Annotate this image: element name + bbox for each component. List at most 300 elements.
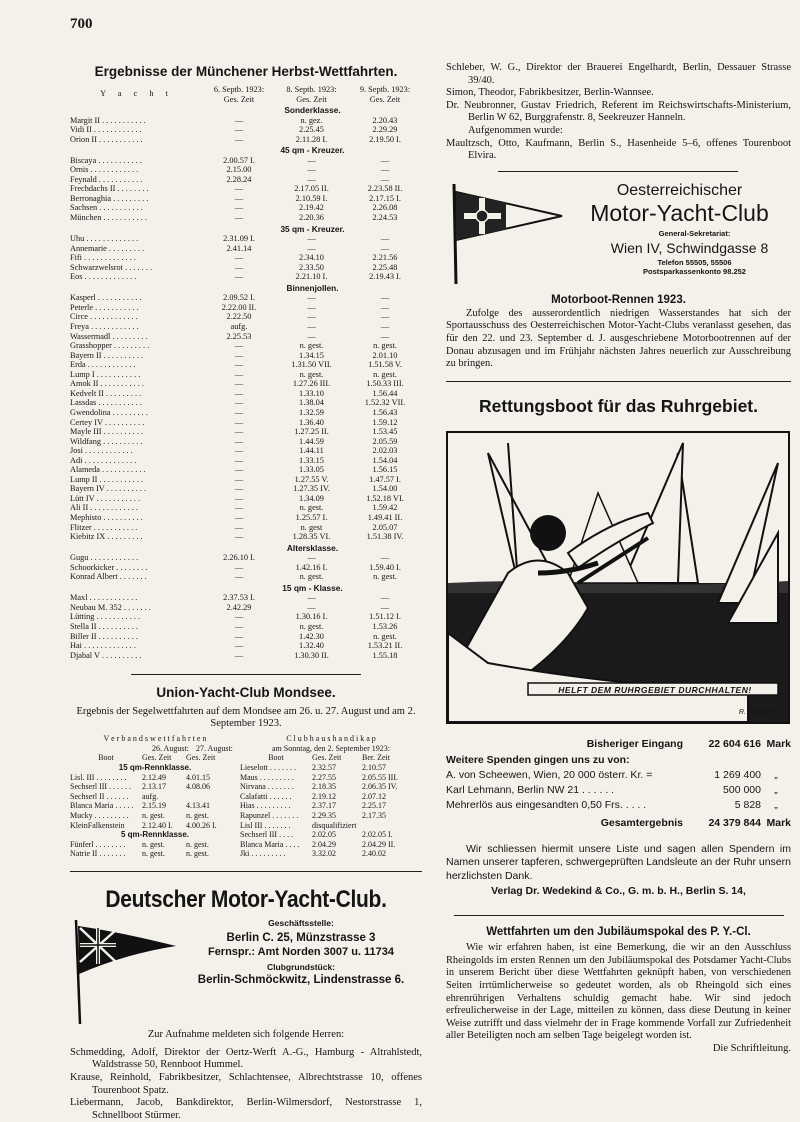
time-cell: 1.44.59 bbox=[299, 436, 324, 446]
muenchen-title: Ergebnisse der Münchener Herbst-Wettfahrten. bbox=[94, 64, 398, 79]
result-row bbox=[70, 651, 422, 661]
uyc-row bbox=[70, 763, 422, 773]
time-cell: — bbox=[307, 243, 316, 253]
yacht-name: Feynald . . . . . . . . . . . bbox=[70, 174, 143, 184]
member-entry: Krause, Reinhold, Fabrikbesitzer, Schlachtensee, Albrechtstrasse 10, offenes Tourenboot Spatz. bbox=[70, 1072, 422, 1096]
result-row bbox=[70, 437, 422, 447]
date-2: 8. Septb. 1923: bbox=[286, 85, 337, 94]
donation-list bbox=[446, 768, 791, 813]
omyc-race-title: Motorboot-Rennen 1923. bbox=[551, 293, 686, 306]
dmyc-intro: Zur Aufnahme meldeten sich folgende Herren: bbox=[147, 1028, 345, 1040]
uyc-row bbox=[70, 849, 422, 859]
uyc-right-date: am Sonntag, den 2. September 1923: bbox=[272, 743, 390, 753]
result-row bbox=[70, 484, 422, 494]
dmyc-club-address: Berlin-Schmöckwitz, Lindenstrasse 6. bbox=[197, 973, 405, 986]
uyc-time: 2.10.57 bbox=[362, 762, 386, 772]
rettung-title: Rettungsboot für das Ruhrgebiet. bbox=[478, 395, 759, 416]
time-cell: 1.49.41 II. bbox=[367, 512, 403, 522]
dmyc-block bbox=[70, 918, 422, 1026]
time-cell: 1.42.30 bbox=[299, 631, 324, 641]
uyc-boat: Hias . . . . . . . . . bbox=[240, 801, 291, 811]
omyc-title-big: Motor-Yacht-Club bbox=[590, 199, 769, 226]
result-row bbox=[70, 156, 422, 166]
result-row bbox=[70, 203, 422, 213]
weitere-label: Weitere Spenden gingen uns zu von: bbox=[446, 753, 630, 766]
time-cell: 1.56.15 bbox=[372, 465, 398, 475]
result-row bbox=[70, 532, 422, 542]
time-cell: 2.33.50 bbox=[299, 262, 324, 272]
time-cell: 2.19.42 bbox=[299, 203, 324, 213]
yacht-name: Kasperl . . . . . . . . . . . bbox=[70, 293, 142, 303]
time-cell: — bbox=[234, 184, 244, 194]
time-cell: — bbox=[380, 155, 390, 165]
yacht-name: Alameda . . . . . . . . . . . bbox=[70, 465, 146, 475]
result-row bbox=[70, 446, 422, 456]
time-cell: 2.09.52 I. bbox=[223, 293, 255, 303]
result-row bbox=[70, 418, 422, 428]
result-row bbox=[70, 593, 422, 603]
uyc-title: Union-Yacht-Club Mondsee. bbox=[156, 685, 336, 701]
yacht-name: Eos . . . . . . . . . . . . . bbox=[70, 272, 137, 282]
yacht-name: München . . . . . . . . . . . bbox=[70, 213, 147, 223]
time-cell: — bbox=[307, 174, 316, 184]
yacht-name: Certey IV . . . . . . . . . . bbox=[70, 417, 145, 427]
time-cell: 1.44.11 bbox=[299, 446, 324, 456]
time-cell: — bbox=[234, 407, 244, 417]
klasse-title: Sonderklasse. bbox=[284, 105, 341, 115]
uyc-col-ber: Ber. Zeit bbox=[362, 753, 390, 763]
time-cell: 2.20.36 bbox=[299, 213, 324, 223]
time-cell: — bbox=[234, 388, 244, 398]
member-entry: Schmedding, Adolf, Direktor der Oertz-Werft A.-G., Hamburg - Altrahlstedt, Waldstrasse 50, Rennboot Hummel. bbox=[70, 1046, 422, 1071]
result-row bbox=[70, 125, 422, 135]
time-cell: 1.42.16 I. bbox=[295, 562, 328, 572]
time-cell: 2.25.48 bbox=[372, 262, 398, 272]
donation-row bbox=[446, 783, 791, 798]
omyc-info bbox=[566, 182, 791, 286]
uyc-col-boot-r: Boot bbox=[268, 753, 284, 763]
divider bbox=[446, 381, 791, 382]
time-cell: 2.25.53 bbox=[226, 331, 252, 341]
time-cell: — bbox=[234, 621, 244, 631]
uyc-time: 2.29.35 bbox=[312, 810, 336, 820]
time-cell: aufg. bbox=[230, 322, 248, 332]
bisheriger-mark: Mark bbox=[766, 737, 791, 750]
time-cell: — bbox=[380, 234, 390, 244]
uyc-time: 2.17.35 bbox=[362, 810, 386, 820]
time-cell: 2.19.50 I. bbox=[369, 134, 401, 144]
result-row bbox=[70, 303, 422, 313]
yacht-name: Djabal V . . . . . . . . . . bbox=[70, 650, 142, 660]
donation-value: 5 828 bbox=[734, 798, 761, 811]
result-row bbox=[70, 293, 422, 303]
uyc-subtitle: Ergebnis der Segelwettfahrten auf dem Mondsee am 26. u. 27. August und am 2. September 1923. bbox=[76, 706, 416, 730]
yacht-name: Kedvelt II . . . . . . . . . bbox=[70, 388, 142, 398]
time-cell: — bbox=[380, 593, 390, 603]
time-cell: 1.25.57 I. bbox=[295, 512, 328, 522]
time-cell: 2.34.10 bbox=[299, 253, 324, 263]
time-cell: — bbox=[380, 312, 390, 322]
uyc-row bbox=[70, 830, 422, 840]
yacht-name: Schwarzwelsrot . . . . . . . bbox=[70, 262, 153, 272]
time-cell: 2.19.43 I. bbox=[369, 272, 401, 282]
time-cell: — bbox=[234, 360, 244, 370]
klasse-title: 15 qm - Klasse. bbox=[282, 582, 343, 593]
time-cell: 2.31.09 I. bbox=[223, 234, 255, 244]
result-row bbox=[70, 263, 422, 273]
time-cell: — bbox=[234, 446, 244, 456]
time-cell: 1.54.00 bbox=[372, 484, 398, 494]
uyc-row bbox=[70, 792, 422, 802]
yacht-name: Margit II . . . . . . . . . . . bbox=[70, 115, 146, 125]
omyc-header bbox=[446, 182, 791, 286]
result-row bbox=[70, 513, 422, 523]
time-cell: — bbox=[234, 631, 244, 641]
result-row bbox=[70, 622, 422, 632]
result-row bbox=[70, 379, 422, 389]
uyc-time: 2.27.55 bbox=[312, 772, 336, 782]
time-cell: 2.15.00 bbox=[226, 165, 252, 175]
result-row bbox=[70, 632, 422, 642]
right-members bbox=[446, 62, 791, 125]
result-row bbox=[70, 389, 422, 399]
time-cell: — bbox=[234, 436, 244, 446]
bisheriger-value: 22 604 616 bbox=[708, 737, 761, 750]
uyc-heads bbox=[70, 734, 422, 744]
page-number: 700 bbox=[70, 16, 93, 32]
time-cell: — bbox=[234, 262, 244, 272]
time-cell: 1.51.38 IV. bbox=[366, 532, 404, 542]
result-row bbox=[70, 184, 422, 194]
time-cell: — bbox=[380, 243, 390, 253]
muenchen-table-header bbox=[70, 85, 422, 104]
time-cell: — bbox=[234, 641, 244, 651]
gesamt-value: 24 379 844 bbox=[708, 816, 761, 829]
time-cell: 2.37.53 I. bbox=[223, 593, 255, 603]
donation-label: Karl Lehmann, Berlin NW 21 . . . . . . bbox=[446, 783, 615, 796]
time-cell: 1.27.26 III. bbox=[292, 379, 331, 389]
rettung-verlag: Verlag Dr. Wedekind & Co., G. m. b. H., Berlin S. 14, bbox=[491, 885, 746, 898]
uyc-time: 4.00.26 I. bbox=[186, 820, 217, 830]
time-cell: 1.27.55 V. bbox=[294, 474, 329, 484]
klasse-title: 35 qm - Kreuzer. bbox=[280, 223, 345, 234]
uyc-boat: Lieselott . . . . . . . bbox=[240, 762, 296, 772]
omyc-phone: Telefon 55505, 55506 bbox=[657, 257, 732, 267]
time-cell: 2.24.53 bbox=[372, 213, 398, 223]
result-row bbox=[70, 135, 422, 145]
uyc-time: 2.12.49 bbox=[142, 772, 166, 782]
time-cell: — bbox=[234, 427, 244, 437]
donation-unit: „ bbox=[774, 798, 778, 811]
uyc-left-head: V e r b a n d s w e t t f a h r t e n bbox=[103, 734, 207, 744]
result-row bbox=[70, 370, 422, 380]
uyc-boat: Sechserl III . . . . . . bbox=[70, 782, 132, 792]
time-cell: — bbox=[234, 350, 244, 360]
dmyc-members bbox=[70, 1047, 422, 1122]
yacht-name: Berronaghia . . . . . . . . . bbox=[70, 193, 149, 203]
time-cell: — bbox=[307, 293, 316, 303]
time-cell: 1.33.05 bbox=[299, 465, 324, 475]
time-cell: — bbox=[307, 331, 316, 341]
sub-3: Ges. Zeit bbox=[369, 94, 401, 104]
time-cell: — bbox=[234, 512, 244, 522]
sub-1: Ges. Zeit bbox=[223, 94, 255, 104]
time-cell: 1.27.25 II. bbox=[294, 427, 329, 437]
result-row bbox=[70, 351, 422, 361]
uyc-time: 2.04.29 II. bbox=[362, 839, 396, 849]
uyc-time: 2.12.40 I. bbox=[142, 820, 173, 830]
time-cell: 1.52.32 VII. bbox=[364, 398, 406, 408]
time-cell: 2.21.10 I. bbox=[295, 272, 328, 282]
donation-label: A. von Scheewen, Wien, 20 000 österr. Kr. = bbox=[446, 768, 653, 781]
time-cell: — bbox=[307, 312, 316, 322]
result-row bbox=[70, 244, 422, 254]
uyc-col-boot: Boot bbox=[98, 753, 114, 763]
time-cell: 1.38.04 bbox=[299, 398, 324, 408]
result-row bbox=[70, 494, 422, 504]
yacht-name: Annemarie . . . . . . . . . bbox=[70, 243, 145, 253]
yacht-name: Biller II . . . . . . . . . . bbox=[70, 631, 138, 641]
aufgenommen-member bbox=[446, 138, 791, 163]
time-cell: 1.53.21 II. bbox=[367, 641, 403, 651]
time-cell: 2.28.24 bbox=[226, 174, 252, 184]
time-cell: 2.05.07 bbox=[372, 522, 398, 532]
uyc-time: 4.01.15 bbox=[186, 772, 210, 782]
dmyc-club-label: Clubgrundstück: bbox=[267, 961, 335, 972]
uyc-time: disqualifiziert bbox=[312, 820, 357, 830]
time-cell: 1.33.15 bbox=[299, 455, 324, 465]
time-cell: 1.53.26 bbox=[372, 621, 398, 631]
time-cell: 2.17.15 I. bbox=[369, 193, 401, 203]
time-cell: — bbox=[380, 302, 390, 312]
result-row bbox=[70, 194, 422, 204]
aufgenommen-label: Aufgenommen wurde: bbox=[468, 124, 563, 136]
date-1: 6. Septb. 1923: bbox=[213, 85, 265, 94]
yacht-name: Schoorkicker . . . . . . . . bbox=[70, 562, 148, 572]
uyc-results bbox=[70, 763, 422, 859]
yacht-name: Gwendolina . . . . . . . . . bbox=[70, 407, 148, 417]
uyc-col-ges1: Ges. Zeit bbox=[142, 753, 172, 763]
time-cell: 2.21.56 bbox=[372, 253, 398, 263]
yacht-name: Kiebitz IX . . . . . . . . . bbox=[70, 532, 143, 542]
member-entry: Schleber, W. G., Direktor der Brauerei Engelhardt, Berlin, Dessauer Strasse 39/40. bbox=[446, 62, 791, 86]
uyc-boat: Nirvana . . . . . . . bbox=[240, 782, 294, 792]
time-cell: n. gest. bbox=[299, 572, 324, 582]
uyc-time: 4.08.06 bbox=[186, 782, 210, 792]
uyc-time bbox=[186, 792, 230, 802]
time-cell: 2.01.10 bbox=[372, 350, 398, 360]
uyc-time: n. gest. bbox=[142, 849, 165, 859]
time-cell: — bbox=[234, 203, 244, 213]
time-cell: — bbox=[234, 193, 244, 203]
time-cell: — bbox=[307, 593, 316, 603]
omyc-title-small: Oesterreichischer bbox=[616, 181, 743, 199]
time-cell: — bbox=[234, 532, 244, 542]
member-entry: Simon, Theodor, Fabrikbesitzer, Berlin-Wannsee. bbox=[446, 87, 654, 99]
yacht-name: Lütt IV . . . . . . . . . . . bbox=[70, 493, 141, 503]
wettfahrten-text: Wie wir erfahren haben, ist eine Bemerkung, die wir an den Ausschluss Rheingolds im ersten Rennen um den Jubiläumspokal des Potsdamer Yacht-Clubs in unserem Bericht über diese Wettfahrten geknüpft haben, von verschiedenen Seiten irrtümlicherweise so gedeutet worden, als ob Rheingold sich eines ehrenrührigen Verhaltens schuldig gemacht habe. Wir sind jedoch erfreulicherweise in der Lage, mitteilen zu können, dass diese Deutung in keiner Weise zutrifft und dass vielmehr der in Frage kommende Vorfall zur Zufriedenheit aller Beteiligten noch am selben Tage beigelegt worden ist. bbox=[446, 942, 791, 1042]
time-cell: 1.34.15 bbox=[299, 350, 324, 360]
omyc-address: Wien IV, Schwindgasse 8 bbox=[610, 239, 769, 256]
uyc-time: 2.40.02 bbox=[362, 849, 386, 859]
yacht-name: Sachsen . . . . . . . . . . . bbox=[70, 203, 143, 213]
time-cell: 1.30.16 I. bbox=[295, 612, 328, 622]
result-row bbox=[70, 475, 422, 485]
result-row bbox=[70, 572, 422, 582]
result-row bbox=[70, 641, 422, 651]
time-cell: 1.53.45 bbox=[372, 427, 398, 437]
time-cell: — bbox=[234, 493, 244, 503]
uyc-row bbox=[70, 782, 422, 792]
time-cell: 2.25.45 bbox=[299, 125, 324, 135]
uyc-time: n. gest. bbox=[186, 810, 209, 820]
donation-value: 500 000 bbox=[723, 783, 761, 796]
yacht-name: Ornis . . . . . . . . . . . . bbox=[70, 165, 139, 175]
uyc-boat: Rapunzel . . . . . . . bbox=[240, 810, 299, 820]
yacht-name: Orion II . . . . . . . . . . . bbox=[70, 134, 143, 144]
result-row bbox=[70, 116, 422, 126]
yacht-name: Gugu . . . . . . . . . . . . bbox=[70, 553, 139, 563]
yacht-name: Erda . . . . . . . . . . . . bbox=[70, 360, 136, 370]
yacht-name: Lassdas . . . . . . . . . . . bbox=[70, 398, 142, 408]
yacht-name: Fifi . . . . . . . . . . . . . bbox=[70, 253, 136, 263]
sub-2: Ges. Zeit bbox=[296, 94, 327, 104]
time-cell: — bbox=[234, 115, 244, 125]
time-cell: 1.51.58 V. bbox=[368, 360, 402, 370]
time-cell: — bbox=[234, 369, 244, 379]
uyc-boat: Calafatti . . . . . . bbox=[240, 791, 292, 801]
uyc-date-1: 26. August: bbox=[152, 743, 189, 753]
uyc-time: n. gest. bbox=[142, 810, 165, 820]
time-cell: 1.56.44 bbox=[372, 388, 398, 398]
uyc-boat: Sechserl III . . . . bbox=[240, 830, 294, 840]
uyc-boat: Sechserl II . . . . . . bbox=[70, 791, 129, 801]
uyc-klasse: 5 qm-Rennklasse. bbox=[120, 830, 190, 840]
time-cell: 1.56.43 bbox=[372, 407, 398, 417]
yacht-name: Josi . . . . . . . . . . . . bbox=[70, 446, 133, 456]
yacht-name: Biscaya . . . . . . . . . . . bbox=[70, 155, 142, 165]
col-yacht: Y a c h t bbox=[100, 89, 173, 98]
yacht-name: Lütting . . . . . . . . . . . bbox=[70, 612, 141, 622]
result-row bbox=[70, 253, 422, 263]
yacht-name: Ali II . . . . . . . . . . . . bbox=[70, 503, 138, 513]
time-cell: 2.11.28 I. bbox=[295, 134, 328, 144]
time-cell: 2.00.57 I. bbox=[223, 155, 255, 165]
yacht-name: Lump I . . . . . . . . . . . bbox=[70, 369, 141, 379]
yacht-name: Stella II . . . . . . . . . . bbox=[70, 621, 138, 631]
time-cell: 2.29.29 bbox=[372, 125, 398, 135]
time-cell: 1.36.40 bbox=[299, 417, 324, 427]
illustration-signature: R. GAMAREL bbox=[738, 708, 782, 716]
time-cell: n. gest. bbox=[373, 631, 397, 641]
time-cell: 1.52.18 VI. bbox=[366, 493, 404, 503]
time-cell: n. gest. bbox=[299, 369, 324, 379]
time-cell: n. gez. bbox=[300, 115, 323, 125]
member-entry: Dr. Neubronner, Gustav Friedrich, Referent im Reichswirtschafts-Ministerium, Berlin W 62, Burggrafenstr. 8, Seekreuzer Hanneln. bbox=[446, 99, 791, 124]
right-column bbox=[446, 62, 791, 1054]
klasse-title: Altersklasse. bbox=[286, 542, 339, 553]
muenchen-results bbox=[70, 106, 422, 660]
uyc-date-2: 27. August: bbox=[196, 743, 233, 753]
result-row bbox=[70, 465, 422, 475]
time-cell: 1.32.40 bbox=[299, 641, 324, 651]
klasse-title: Binnenjollen. bbox=[286, 282, 339, 293]
time-cell: n. gest. bbox=[373, 341, 397, 351]
time-cell: 2.26.08 bbox=[372, 203, 398, 213]
time-cell: 2.10.59 I. bbox=[295, 193, 328, 203]
gesamt-label: Gesamtergebnis bbox=[600, 816, 683, 829]
uyc-time bbox=[362, 821, 422, 831]
yacht-name: Lump II . . . . . . . . . . . bbox=[70, 474, 144, 484]
uyc-time: 2.18.35 bbox=[312, 782, 336, 792]
time-cell: — bbox=[234, 474, 244, 484]
date-3: 9. Septb. 1923: bbox=[359, 85, 411, 94]
time-cell: 1.33.10 bbox=[299, 388, 324, 398]
uyc-dates bbox=[70, 744, 422, 754]
uyc-boat: Blanca Maria . . . . . bbox=[70, 801, 134, 811]
yacht-name: Adi . . . . . . . . . . . . . bbox=[70, 455, 137, 465]
time-cell: — bbox=[380, 602, 390, 612]
time-cell: 2.20.43 bbox=[372, 115, 398, 125]
member-entry: Liebermann, Jacob, Bankdirektor, Berlin-Wilmersdorf, Nestorstrasse 1, Schnellboot Stürmer. bbox=[70, 1097, 422, 1121]
yacht-name: Maxl . . . . . . . . . . . . bbox=[70, 593, 138, 603]
time-cell: — bbox=[380, 331, 390, 341]
time-cell: 1.34.09 bbox=[299, 493, 324, 503]
time-cell: 1.31.50 VII. bbox=[291, 360, 332, 370]
result-row bbox=[70, 563, 422, 573]
divider bbox=[454, 915, 784, 916]
uyc-time: 2.04.29 bbox=[312, 839, 336, 849]
time-cell: — bbox=[234, 398, 244, 408]
time-cell: — bbox=[380, 174, 390, 184]
omyc-race-text: Zufolge des ausserordentlich niedrigen Wasserstandes hat sich der Sportausschuss des Oesterreichischen Motor-Yacht-Clubs veranlasst gesehen, das für den 22. und 23. September d. J. ausgeschriebene Motorbootrennen auf der Donau abzusagen und im Frühjahr nächsten Jahres neuerlich zur Ausschreibung zu bringen. bbox=[446, 307, 791, 370]
uyc-right-head: C l u b h a u s h a n d i k a p bbox=[286, 734, 376, 744]
time-cell: 1.59.42 bbox=[372, 503, 398, 513]
divider bbox=[70, 871, 422, 872]
uyc-klasse: 15 qm-Rennklasse. bbox=[118, 762, 192, 772]
yacht-name: Circe . . . . . . . . . . . . bbox=[70, 312, 138, 322]
uyc-boat: Maus . . . . . . . . . bbox=[240, 772, 294, 782]
time-cell: — bbox=[307, 602, 316, 612]
time-cell: — bbox=[234, 379, 244, 389]
time-cell: 2.02.03 bbox=[372, 446, 398, 456]
uyc-col-ges-r: Ges. Zeit bbox=[312, 753, 342, 763]
yacht-name: Frechdachs II . . . . . . . . bbox=[70, 184, 149, 194]
time-cell: 1.28.35 VI. bbox=[292, 532, 331, 542]
uyc-boat: Mucky . . . . . . . . . bbox=[70, 810, 129, 820]
result-row bbox=[70, 234, 422, 244]
result-row bbox=[70, 603, 422, 613]
time-cell: — bbox=[234, 341, 244, 351]
uyc-time: aufg. bbox=[142, 791, 159, 801]
time-cell: — bbox=[380, 293, 390, 303]
dmyc-phone: Fernspr.: Amt Norden 3007 u. 11734 bbox=[207, 945, 395, 958]
time-cell: — bbox=[234, 562, 244, 572]
time-cell: — bbox=[307, 234, 316, 244]
uyc-time: 2.15.19 bbox=[142, 801, 166, 811]
donation-unit: „ bbox=[774, 783, 778, 796]
time-cell: — bbox=[380, 322, 390, 332]
uyc-time: 2.05.55 III. bbox=[362, 772, 398, 782]
time-cell: — bbox=[234, 522, 244, 532]
donation-unit: „ bbox=[774, 768, 778, 781]
yacht-name: Amok II . . . . . . . . . . . bbox=[70, 379, 144, 389]
time-cell: — bbox=[234, 253, 244, 263]
time-cell: 2.05.59 bbox=[372, 436, 398, 446]
time-cell: — bbox=[234, 125, 244, 135]
time-cell: — bbox=[234, 503, 244, 513]
illustration-banner: HELFT DEM RUHRGEBIET DURCHHALTEN! bbox=[558, 684, 752, 695]
